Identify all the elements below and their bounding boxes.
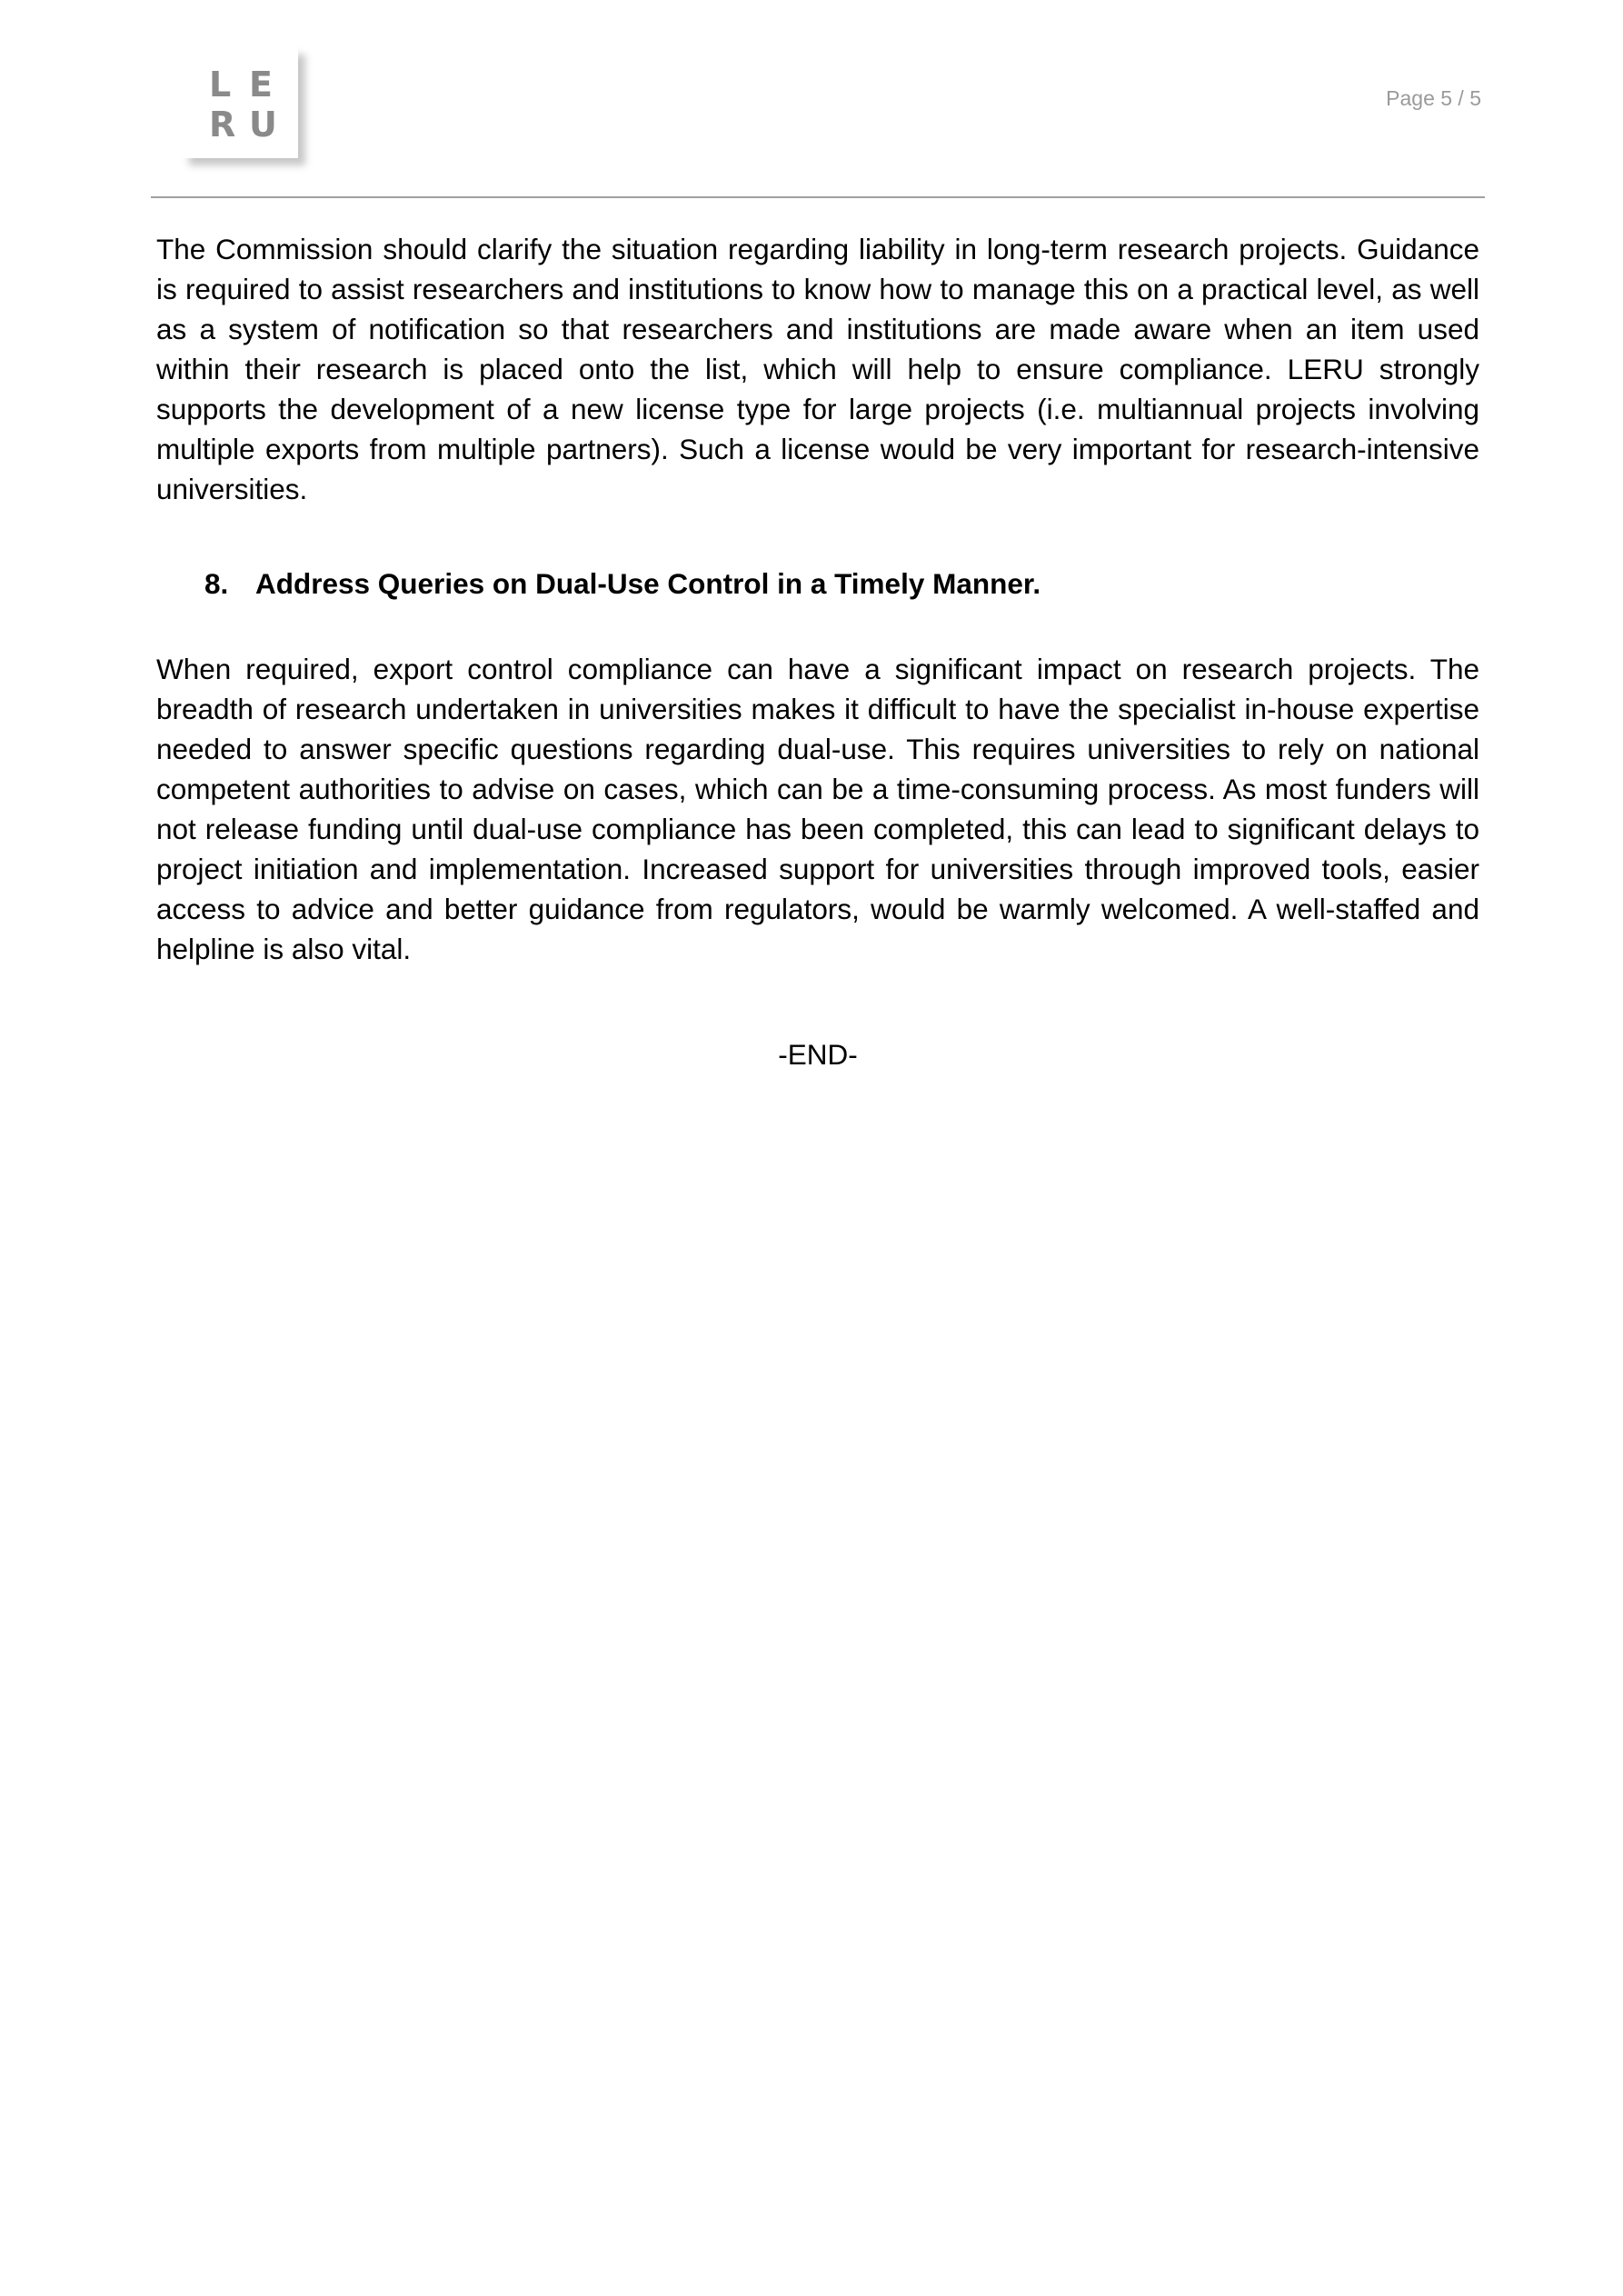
end-marker: -END-	[778, 1038, 858, 1071]
section-heading	[156, 564, 1479, 604]
logo-letter: E	[249, 65, 273, 105]
logo-letter: R	[209, 105, 236, 145]
logo-letter: U	[249, 105, 277, 145]
logo-row-bottom	[209, 105, 289, 145]
logo-letter: L	[209, 65, 232, 105]
logo-row-top	[209, 65, 289, 105]
header-divider	[151, 196, 1485, 198]
page-number: Page 5 / 5	[1386, 86, 1481, 110]
body-paragraph: The Commission should clarify the situation regarding liability in long-term research projects. Guidance is required to assist researchers and institutions to know how to manage this on a practical level, as well as a system of notification so that researchers and institutions are made aware when an item used within their research is placed onto the list, which will help to ensure compliance. LERU strongly supports the development of a new license type for large projects (i.e. multiannual projects involving multiple exports from multiple partners). Such a license would be very important for research-intensive universities.	[156, 233, 1479, 505]
leru-logo	[182, 47, 298, 158]
section-title: Address Queries on Dual-Use Control in a Timely Manner.	[255, 567, 1041, 600]
body-paragraph: When required, export control compliance can have a significant impact on research projects. The breadth of research undertaken in universities makes it difficult to have the specialist in-house expertise needed to answer specific questions regarding dual-use. This requires universities to rely on national competent authorities to advise on cases, which can be a time-consuming process. As most funders will not release funding until dual-use compliance has been completed, this can lead to significant delays to project initiation and implementation. Increased support for universities through improved tools, easier access to advice and better guidance from regulators, would be warmly welcomed. A well-staffed and helpline is also vital.	[156, 653, 1479, 965]
document-body	[156, 229, 1479, 1074]
section-number: 8.	[204, 567, 229, 600]
